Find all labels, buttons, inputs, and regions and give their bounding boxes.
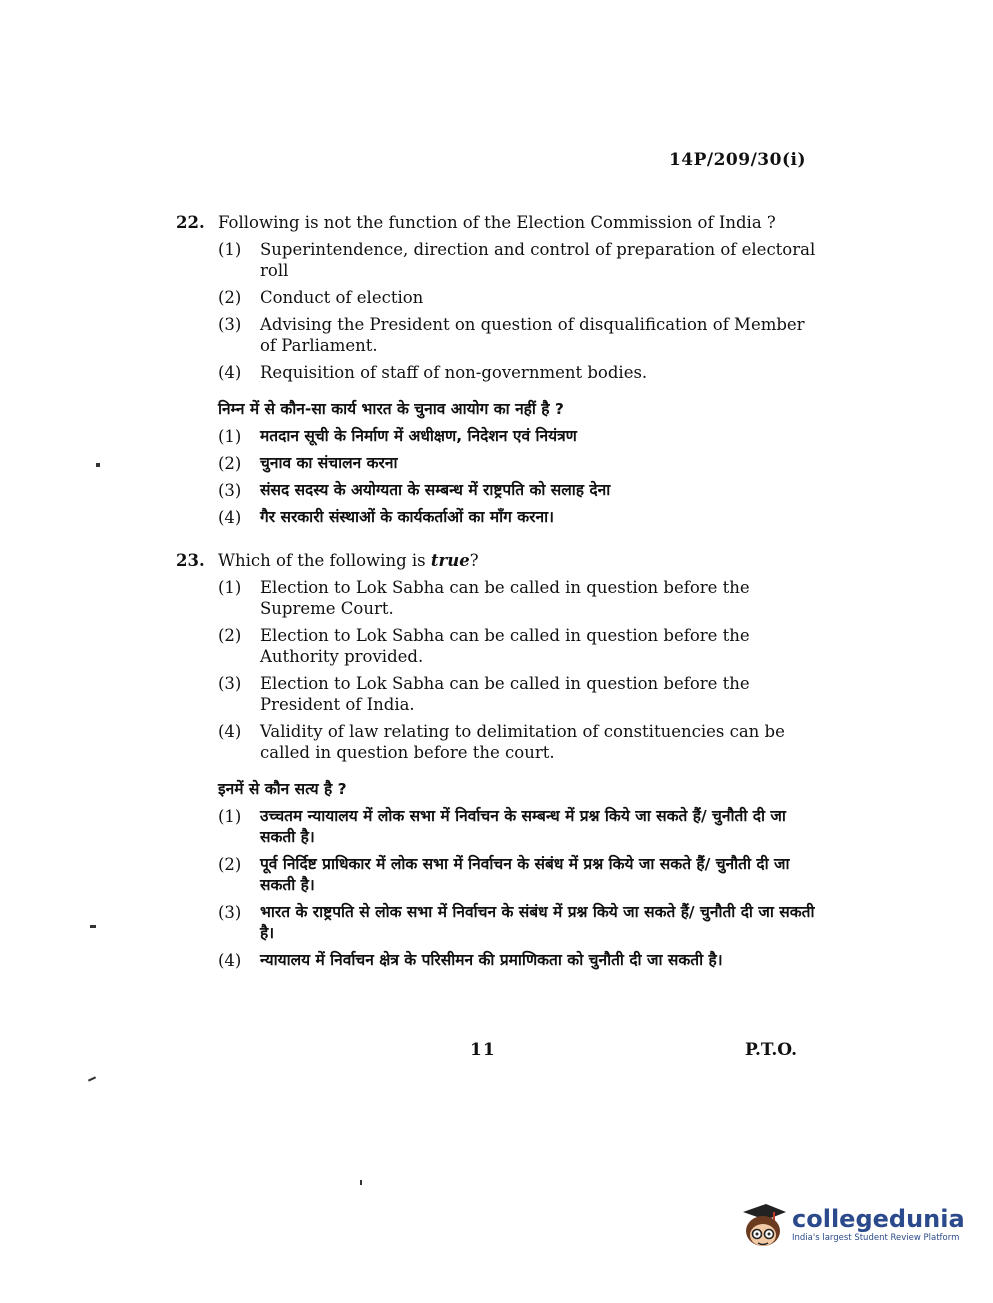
option: (3) Advising the President on question of disqualification of Member of Parliament. <box>218 315 805 355</box>
mascot-icon <box>738 1198 788 1253</box>
page-number: 11 <box>470 1040 496 1060</box>
option: (1) मतदान सूची के निर्माण में अधीक्षण, निदेशन एवं नियंत्रण <box>218 427 577 446</box>
brand-tagline: India's largest Student Review Platform <box>792 1233 960 1243</box>
option: (2) चुनाव का संचालन करना <box>218 454 398 473</box>
option: (1) उच्चतम न्यायालय में लोक सभा में निर्वाचन के सम्बन्ध में प्रश्न किये जा सकते हैं/ चुनौती दी जा सकती है। <box>218 807 786 846</box>
option: (1) Election to Lok Sabha can be called in question before the Supreme Court. <box>218 578 750 618</box>
option: (4) Requisition of staff of non-government bodies. <box>218 363 648 382</box>
options-english <box>218 239 816 383</box>
option: (3) Election to Lok Sabha can be called in question before the President of India. <box>218 674 750 714</box>
paper-code: 14P/209/30(i) <box>668 150 806 170</box>
question-23 <box>176 550 816 971</box>
hindi-question-text: इनमें से कौन सत्य है ? <box>218 780 347 798</box>
collegedunia-watermark <box>738 1195 968 1255</box>
question-number: 23. <box>176 551 205 570</box>
option: (3) संसद सदस्य के अयोग्यता के सम्बन्ध में राष्ट्रपति को सलाह देना <box>218 481 611 500</box>
option: (3) भारत के राष्ट्रपति से लोक सभा में निर्वाचन के संबंध में प्रश्न किये जा सकते हैं/ चुनौती दी जा सकती है। <box>218 903 815 942</box>
option: (4) गैर सरकारी संस्थाओं के कार्यकर्ताओं का माँग करना। <box>218 508 554 527</box>
option: (2) Election to Lok Sabha can be called in question before the Authority provided. <box>218 626 750 666</box>
scan-speck <box>90 925 96 928</box>
option: (4) Validity of law relating to delimitation of constituencies can be called in question before the court. <box>218 722 785 762</box>
option: (4) न्यायालय में निर्वाचन क्षेत्र के परिसीमन की प्रमाणिकता को चुनौती दी जा सकती है। <box>218 951 723 970</box>
option: (1) Superintendence, direction and control of preparation of electoral roll <box>218 240 816 280</box>
scan-speck <box>88 1076 96 1081</box>
hindi-question-text: निम्न में से कौन-सा कार्य भारत के चुनाव आयोग का नहीं है ? <box>218 400 564 418</box>
scan-speck <box>96 463 100 467</box>
hindi-section <box>176 399 816 528</box>
scan-speck <box>360 1180 362 1185</box>
question-number: 22. <box>176 213 205 232</box>
pto-label: P.T.O. <box>745 1040 797 1060</box>
question-text: Which of the following is true? <box>218 551 479 570</box>
question-22 <box>176 212 816 528</box>
question-text: Following is not the function of the Election Commission of India ? <box>218 213 776 232</box>
option: (2) Conduct of election <box>218 288 424 307</box>
brand-name: collegedunia <box>792 1205 965 1233</box>
options-english <box>218 577 816 763</box>
hindi-section <box>176 779 816 971</box>
option: (2) पूर्व निर्दिष्ट प्राधिकार में लोक सभा में निर्वाचन के संबंध में प्रश्न किये जा सकते हैं/ चुनौती दी जा सकती है। <box>218 855 790 894</box>
